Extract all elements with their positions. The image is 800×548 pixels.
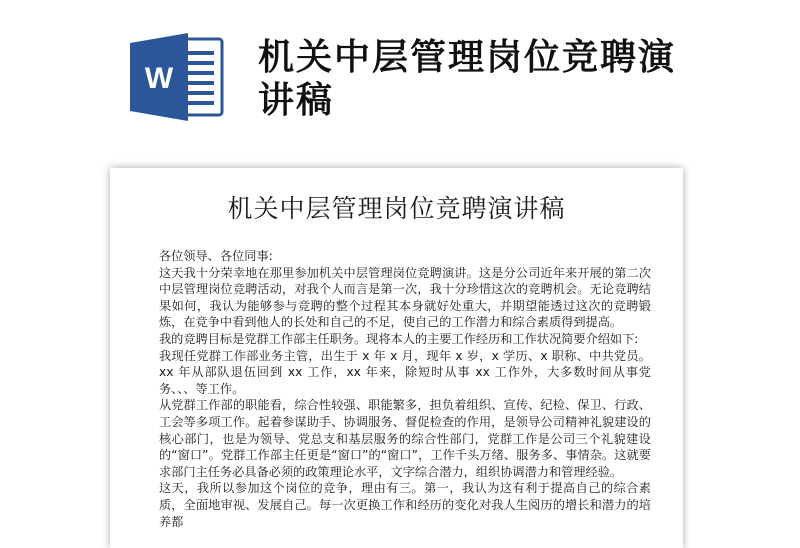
header-title: 机关中层管理岗位竞聘演讲稿 — [258, 37, 677, 121]
word-document-icon — [130, 33, 226, 121]
document-body — [159, 248, 651, 530]
paragraph: 从党群工作部的职能看，综合性较强、职能繁多，担负着组织、宣传、纪检、保卫、行政、工会等多项工作。起着参谋助手、协调服务、督促检查的作用，是领导公司精神礼貌建设的核心部门，也是为领导、党总支和基层服务的综合性部门，党群工作是公司三个礼貌建设的“窗口”。党群工作部主任更是“窗口”的“窗口”，工作千头万绪、服务多、事情杂。这就要求部门主任务必具备必须的政策理论水平，文字综合潜力，组织协调潜力和管理经验。 — [159, 398, 651, 479]
paragraph: 这天我十分荣幸地在那里参加机关中层管理岗位竞聘演讲。这是分公司近年来开展的第二次中层管理岗位竞聘活动，对我个人而言是第一次，我十分珍惜这次的竞聘机会。无论竞聘结果如何，我认为能够参与竞聘的整个过程其本身就好处重大，并期望能透过这次的竞聘锻炼，在竞争中看到他人的长处和自己的不足，使自己的工作潜力和综合素质得到提高。 — [159, 265, 651, 330]
paragraph: 这天，我所以参加这个岗位的竞争，理由有三。第一，我认为这有利于提高自己的综合素质，全面地审视、发展自己。每一次更换工作和经历的变化对我人生阅历的增长和潜力的培养都 — [159, 481, 651, 529]
svg-text:W: W — [144, 62, 174, 95]
paragraph: 各位领导、各位同事: — [159, 249, 273, 263]
document-title: 机关中层管理岗位竞聘演讲稿 — [227, 194, 566, 223]
header-banner — [0, 0, 800, 160]
paragraph: 我现任党群工作部业务主管，出生于 x 年 x 月，现年 x 岁，x 学历、x 职称、中共党员。xx 年从部队退伍回到 xx 工作，xx 年来，除短时从事 xx 工作外，大多数时间从事党务、、、等工作。 — [159, 348, 651, 396]
document-page — [110, 168, 683, 548]
paragraph: 我的竞聘目标是党群工作部主任职务。现将本人的主要工作经历和工作状况简要介绍如下: — [159, 331, 639, 346]
